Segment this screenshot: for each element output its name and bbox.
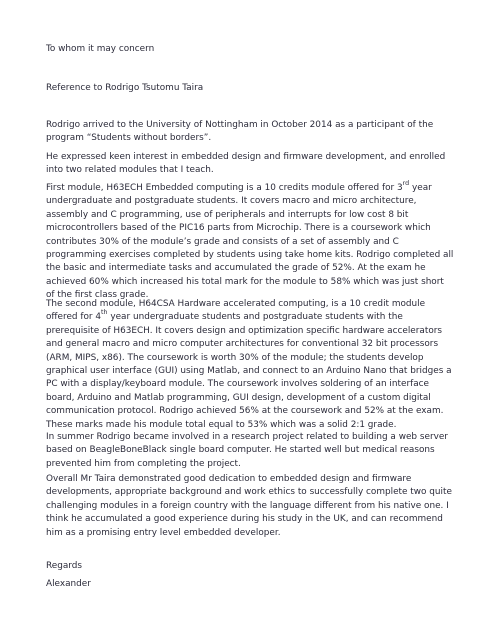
letter-signature: Alexander	[46, 579, 91, 589]
ordinal-suffix: rd	[402, 180, 410, 188]
paragraph-first-module-text: First module, H63ECH Embedded computing is a 10 credits module offered for 3	[46, 183, 403, 193]
paragraph-arrival: Rodrigo arrived to the University of Nottingham in October 2014 as a participant of the program “Students without borders”.	[46, 120, 434, 144]
paragraph-overall: Overall Mr Taira demonstrated good dedication to embedded design and firmware developments, appropriate background and work ethics to successfully complete two quite challenging modules in a foreign country with the language different from his native one. I think he accumulated a good experience during his study in the UK, and can recommend him as a promising entry level embedded developer.	[46, 474, 452, 538]
ordinal-suffix: th	[101, 309, 108, 317]
paragraph-research-project: In summer Rodrigo became involved in a research project related to building a web server based on BeagleBoneBlack single board computer. He started well but medical reasons prevented him from completing the project.	[46, 432, 448, 469]
paragraph-interest: He expressed keen interest in embedded design and firmware development, and enrolled into two related modules that I teach.	[46, 152, 446, 176]
letter-salutation: To whom it may concern	[46, 44, 155, 54]
letter-closing: Regards	[46, 561, 83, 571]
paragraph-first-module	[46, 182, 454, 303]
paragraph-second-module-text-cont: year undergraduate students and postgraduate students with the prerequisite of H63ECH. It covers design and optimization specific hardware accelerators and general macro and micro computer architectures for conventional 32 bit processors (ARM, MIPS, x86). The coursework is worth 30% of the module; the students develop graphical user interface (GUI) using Matlab, and connect to an Arduino Nano that bridges a PC with a display/keyboard module. The coursework involves soldering of an interface board, Arduino and Matlab programming, GUI design, development of a custom digital communication protocol. Rodrigo achieved 56% at the coursework and 52% at the exam. These marks made his module total equal to 53% which was a solid 2:1 grade.	[46, 312, 452, 430]
paragraph-second-module	[46, 298, 454, 432]
letter-reference: Reference to Rodrigo Tsutomu Taira	[46, 83, 204, 93]
paragraph-second-module-text: The second module, H64CSA Hardware accelerated computing, is a 10 credit module offered for 4	[46, 299, 426, 323]
paragraph-first-module-text-cont: year undergraduate and postgraduate students. It covers macro and micro architecture, assembly and C programming, use of peripherals and interrupts for low cost 8 bit microcontrollers based of the PIC16 parts from Microchip. There is a coursework which contributes 30% of the module’s grade and consists of a set of assembly and C programming exercises completed by students using take home kits. Rodrigo completed all the basic and intermediate tasks and accumulated the grade of 52%. At the exam he achieved 60% which increased his total mark for the module to 58% which was just short of the first class grade.	[46, 183, 454, 301]
